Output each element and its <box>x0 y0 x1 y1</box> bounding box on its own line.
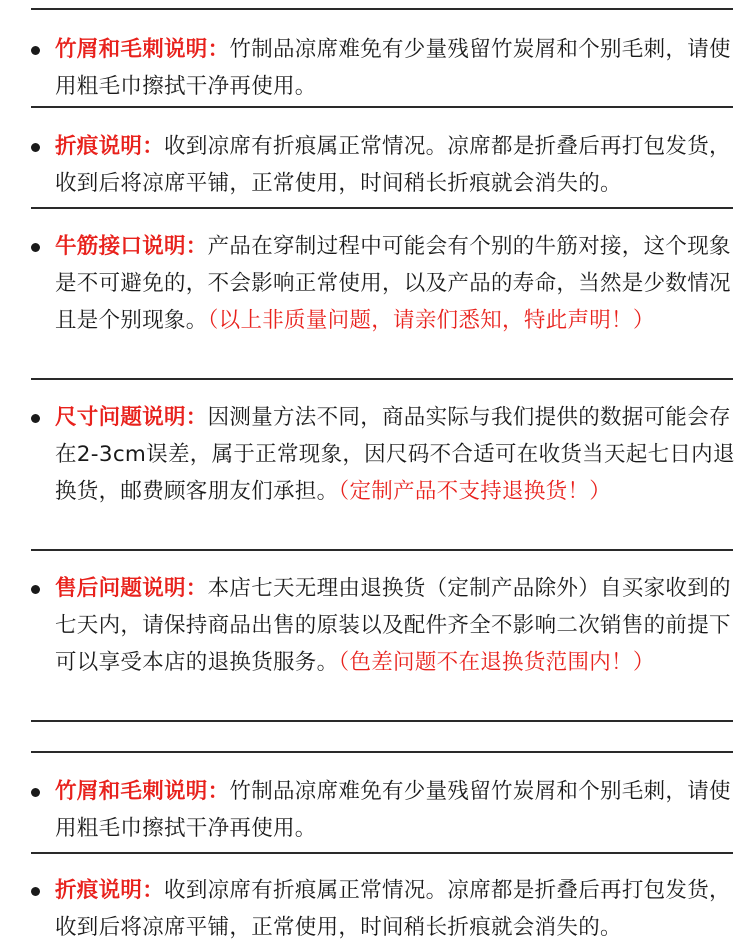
section-body: 竹制品凉席难免有少量残留竹炭屑和个别毛刺，请使用粗毛巾擦拭干净再使用。 <box>55 779 731 841</box>
section-note: （定制产品不支持退换货！） <box>338 479 612 504</box>
bullet-icon <box>31 414 40 423</box>
section-bamboo-dust <box>31 31 737 105</box>
section-heading: 牛筋接口说明： <box>55 234 208 259</box>
divider <box>31 207 733 209</box>
section-heading: 竹屑和毛刺说明： <box>55 37 230 62</box>
section-heading: 竹屑和毛刺说明： <box>55 779 230 804</box>
section-heading: 折痕说明： <box>55 878 165 903</box>
section-heading: 售后问题说明： <box>55 576 208 601</box>
bullet-icon <box>31 788 40 797</box>
bullet-icon <box>31 887 40 896</box>
section-body: 竹制品凉席难免有少量残留竹炭屑和个别毛刺，请使用粗毛巾擦拭干净再使用。 <box>55 37 731 99</box>
bullet-icon <box>31 243 40 252</box>
section-size <box>31 399 737 510</box>
divider <box>31 549 733 551</box>
section-after-sales <box>31 570 737 681</box>
divider <box>31 720 733 722</box>
section-crease-repeat <box>31 872 737 946</box>
bullet-icon <box>31 143 40 152</box>
section-body: 收到凉席有折痕属正常情况。凉席都是折叠后再打包发货，收到后将凉席平铺，正常使用，时间稍长折痕就会消失的。 <box>55 878 731 940</box>
divider <box>31 751 733 753</box>
section-body: 产品在穿制过程中可能会有个别的牛筋对接，这个现象是不可避免的，不会影响正常使用，以及产品的寿命，当然是少数情况且是个别现象。 <box>55 234 731 333</box>
section-heading: 尺寸问题说明： <box>55 405 208 430</box>
section-note: （以上非质量问题，请亲们悉知，特此声明！） <box>207 308 655 333</box>
section-crease <box>31 128 737 202</box>
bullet-icon <box>31 585 40 594</box>
section-bamboo-dust-repeat <box>31 773 737 847</box>
section-body: 收到凉席有折痕属正常情况。凉席都是折叠后再打包发货，收到后将凉席平铺，正常使用，时间稍长折痕就会消失的。 <box>55 134 731 196</box>
divider <box>31 8 733 10</box>
section-body: 本店七天无理由退换货（定制产品除外）自买家收到的七天内，请保持商品出售的原装以及配件齐全不影响二次销售的前提下可以享受本店的退换货服务。 <box>55 576 731 675</box>
divider <box>31 378 733 380</box>
divider <box>31 106 733 108</box>
section-heading: 折痕说明： <box>55 134 165 159</box>
section-body: 因测量方法不同，商品实际与我们提供的数据可能会存在2-3cm误差，属于正常现象，因尺码不合适可在收货当天起七日内退换货，邮费顾客朋友们承担。 <box>55 405 735 504</box>
section-note: （色差问题不在退换货范围内！） <box>338 650 655 675</box>
section-tendon-joint <box>31 228 737 339</box>
bullet-icon <box>31 46 40 55</box>
divider <box>31 852 733 854</box>
